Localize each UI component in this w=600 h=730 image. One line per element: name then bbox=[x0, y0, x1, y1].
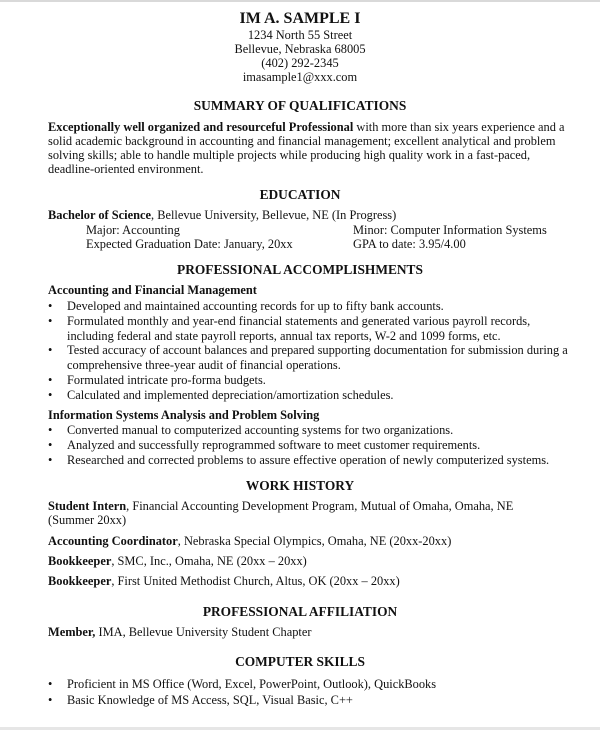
job-entry bbox=[48, 554, 307, 569]
summary-line bbox=[48, 120, 565, 135]
address-street: 1234 North 55 Street bbox=[247, 28, 353, 42]
phone: (402) 292-2345 bbox=[261, 56, 339, 70]
education-heading: EDUCATION bbox=[259, 187, 341, 202]
school: , Bellevue University, Bellevue, NE (In Progress) bbox=[151, 208, 397, 222]
gpa: GPA to date: 3.95/4.00 bbox=[353, 237, 466, 251]
major: Major: Accounting bbox=[86, 223, 180, 237]
bullet-icon: • bbox=[48, 438, 53, 452]
bullet-text: including federal and state payroll reports, annual tax reports, W-2 and 1099 forms, etc. bbox=[67, 329, 501, 343]
job-detail: , First United Methodist Church, Altus, OK (20xx – 20xx) bbox=[111, 574, 400, 588]
job-entry bbox=[48, 499, 513, 514]
bullet-text: Formulated monthly and year-end financial statements and generated various payroll records, bbox=[67, 314, 531, 328]
bullet-icon: • bbox=[48, 677, 53, 691]
bullet-text: comprehensive three-year audit of financial operations. bbox=[67, 358, 341, 372]
accomplishments-heading: PROFESSIONAL ACCOMPLISHMENTS bbox=[177, 262, 423, 277]
email: imasample1@xxx.com bbox=[242, 70, 358, 84]
job-entry bbox=[48, 534, 451, 549]
bullet-text: Analyzed and successfully reprogrammed software to meet customer requirements. bbox=[67, 438, 481, 452]
bullet-text: Tested accuracy of account balances and prepared supporting documentation for submission during a bbox=[67, 343, 568, 357]
job-detail: , Nebraska Special Olympics, Omaha, NE (20xx-20xx) bbox=[177, 534, 452, 548]
job-title: Bookkeeper bbox=[48, 574, 112, 588]
affiliation-heading: PROFESSIONAL AFFILIATION bbox=[202, 604, 398, 619]
work-heading: WORK HISTORY bbox=[245, 478, 355, 493]
summary-line: solving skills; able to handle multiple projects while producing high quality work in a fast-paced, bbox=[48, 148, 531, 162]
bullet-text: Developed and maintained accounting records for up to fifty bank accounts. bbox=[67, 299, 444, 313]
job-detail: (Summer 20xx) bbox=[48, 513, 127, 527]
bullet-icon: • bbox=[48, 693, 53, 707]
page-border-top bbox=[0, 0, 600, 2]
skill-item: Basic Knowledge of MS Access, SQL, Visual Basic, C++ bbox=[67, 693, 353, 707]
degree: Bachelor of Science bbox=[48, 208, 152, 222]
bullet-text: Researched and corrected problems to assure effective operation of newly computerized systems. bbox=[67, 453, 550, 467]
job-title: Accounting Coordinator bbox=[48, 534, 178, 548]
summary-heading: SUMMARY OF QUALIFICATIONS bbox=[193, 98, 407, 113]
bullet-icon: • bbox=[48, 423, 53, 437]
job-title: Student Intern bbox=[48, 499, 127, 513]
bullet-icon: • bbox=[48, 314, 53, 328]
bullet-text: Formulated intricate pro-forma budgets. bbox=[67, 373, 266, 387]
affiliation-detail: IMA, Bellevue University Student Chapter bbox=[95, 625, 312, 639]
affiliation-entry bbox=[48, 625, 312, 640]
bullet-icon: • bbox=[48, 373, 53, 387]
degree-line bbox=[48, 208, 396, 223]
graduation-date: Expected Graduation Date: January, 20xx bbox=[86, 237, 293, 251]
bullet-text: Calculated and implemented depreciation/amortization schedules. bbox=[67, 388, 394, 402]
bullet-icon: • bbox=[48, 343, 53, 357]
job-detail: , Financial Accounting Development Program, Mutual of Omaha, Omaha, NE bbox=[126, 499, 514, 513]
address-city: Bellevue, Nebraska 68005 bbox=[234, 42, 366, 56]
group-title: Information Systems Analysis and Problem Solving bbox=[48, 408, 320, 422]
job-entry bbox=[48, 574, 400, 589]
minor: Minor: Computer Information Systems bbox=[353, 223, 547, 237]
bullet-text: Converted manual to computerized accounting systems for two organizations. bbox=[67, 423, 454, 437]
affiliation-role: Member, bbox=[48, 625, 96, 639]
resume-name: IM A. SAMPLE I bbox=[239, 10, 361, 27]
bullet-icon: • bbox=[48, 388, 53, 402]
summary-text: with more than six years experience and a bbox=[353, 120, 565, 134]
job-title: Bookkeeper bbox=[48, 554, 112, 568]
job-detail: , SMC, Inc., Omaha, NE (20xx – 20xx) bbox=[111, 554, 307, 568]
bullet-icon: • bbox=[48, 299, 53, 313]
skill-item: Proficient in MS Office (Word, Excel, PowerPoint, Outlook), QuickBooks bbox=[67, 677, 437, 691]
summary-bold: Exceptionally well organized and resourceful Professional bbox=[48, 120, 354, 134]
skills-heading: COMPUTER SKILLS bbox=[235, 654, 365, 669]
group-title: Accounting and Financial Management bbox=[48, 283, 257, 297]
summary-line: solid academic background in accounting and financial management; excellent analytical and problem bbox=[48, 134, 556, 148]
summary-line: deadline-oriented environment. bbox=[48, 162, 204, 176]
bullet-icon: • bbox=[48, 453, 53, 467]
